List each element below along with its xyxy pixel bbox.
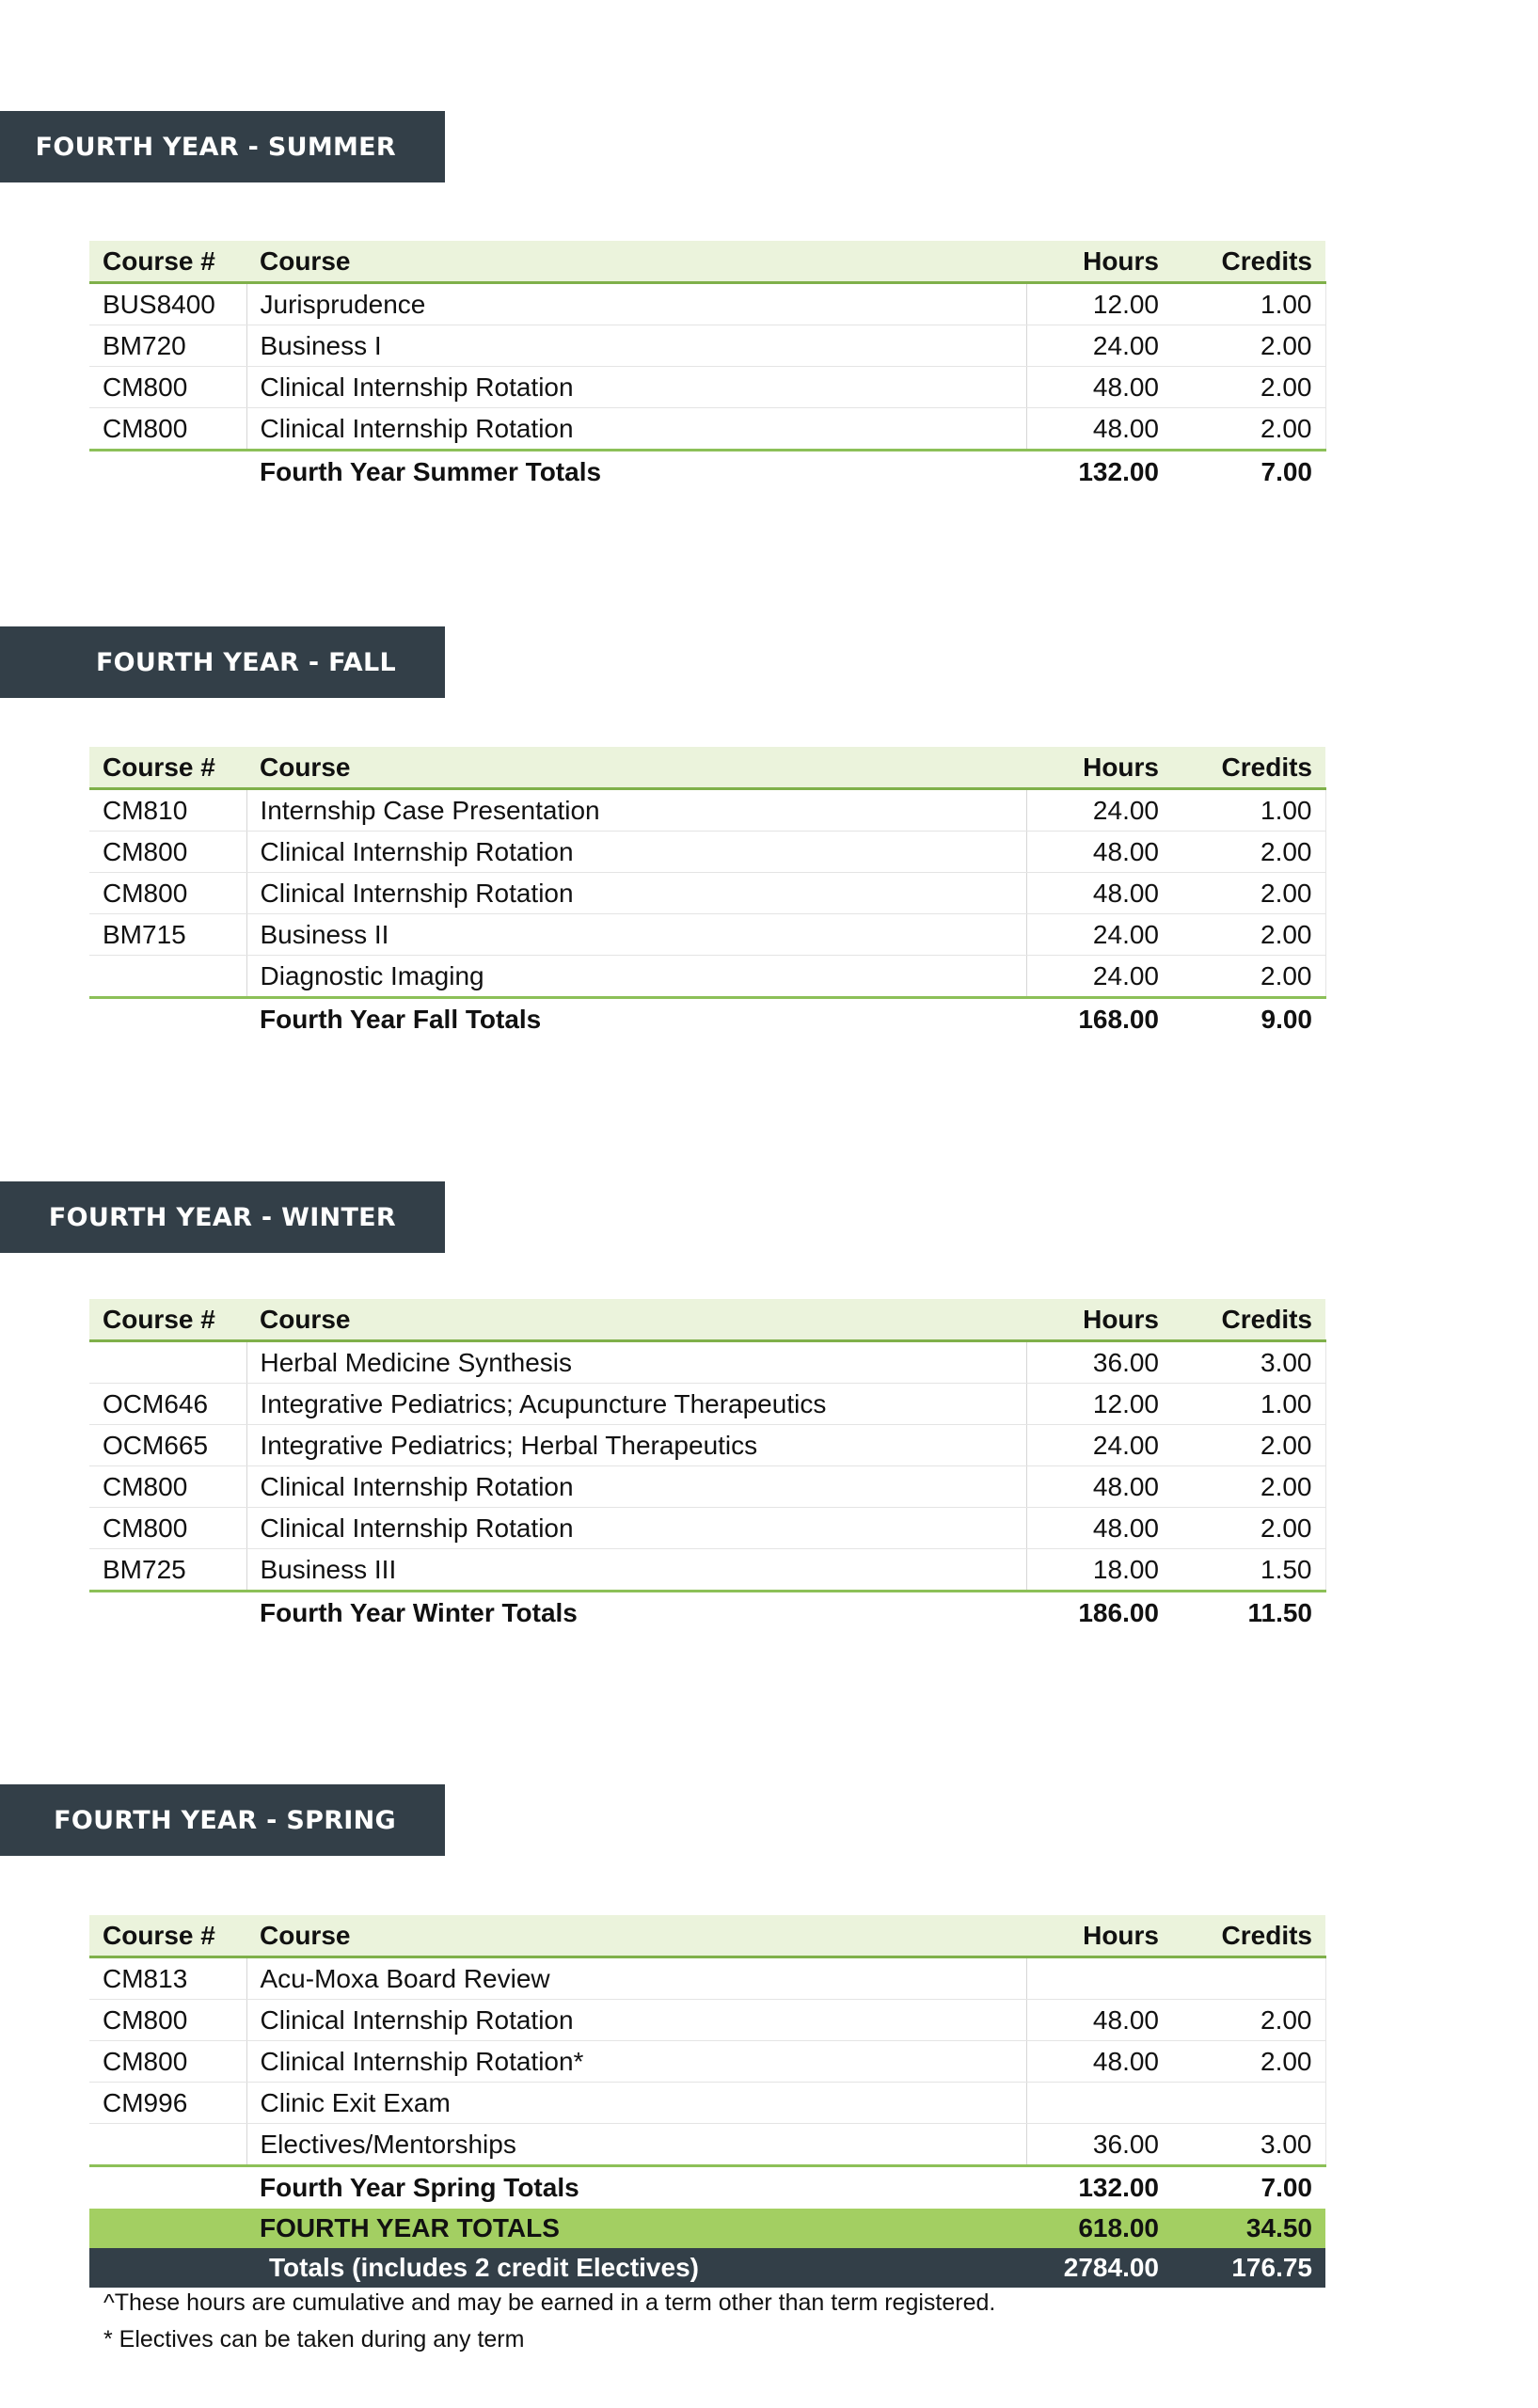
term-total-row	[89, 1592, 1325, 1635]
table-row	[89, 1957, 1325, 2000]
term-total-label: Fourth Year Fall Totals	[260, 1005, 542, 1034]
course-name: Clinical Internship Rotation	[246, 367, 1026, 408]
section-title: FOURTH YEAR - WINTER	[48, 1202, 396, 1232]
course-name: Clinical Internship Rotation	[246, 2000, 1026, 2041]
table-row	[89, 283, 1325, 325]
course-code	[89, 2124, 246, 2166]
table-row	[89, 789, 1325, 832]
course-credits: 2.00	[1172, 408, 1325, 451]
course-name: Clinical Internship Rotation*	[246, 2041, 1026, 2083]
course-code: CM996	[89, 2083, 246, 2124]
term-total-row	[89, 998, 1325, 1041]
course-name: Clinical Internship Rotation	[246, 1466, 1026, 1508]
year-total-row	[89, 2209, 1325, 2248]
table-header-row	[89, 747, 1325, 789]
course-hours: 48.00	[1026, 367, 1172, 408]
term-total-hours: 132.00	[1078, 2173, 1159, 2202]
year-total-hours: 618.00	[1026, 2209, 1172, 2248]
course-credits: 2.00	[1172, 325, 1325, 367]
table-header-row	[89, 1915, 1325, 1957]
section-banner-spring	[0, 1784, 445, 1856]
course-name: Herbal Medicine Synthesis	[246, 1341, 1026, 1384]
course-code: BM715	[89, 914, 246, 956]
course-credits: 2.00	[1172, 873, 1325, 914]
course-code: CM813	[89, 1957, 246, 2000]
header-course: Course	[246, 241, 1026, 283]
table-row	[89, 367, 1325, 408]
course-table-fall	[89, 747, 1326, 1040]
course-name: Integrative Pediatrics; Herbal Therapeutics	[246, 1425, 1026, 1466]
course-hours: 24.00	[1026, 1425, 1172, 1466]
table-row	[89, 1466, 1325, 1508]
year-total-credits: 34.50	[1172, 2209, 1325, 2248]
header-course-no: Course #	[89, 1915, 246, 1957]
course-credits: 1.00	[1172, 1384, 1325, 1425]
course-code: CM800	[89, 873, 246, 914]
header-credits: Credits	[1172, 1915, 1325, 1957]
header-course: Course	[246, 747, 1026, 789]
term-total-hours: 168.00	[1078, 1005, 1159, 1034]
course-code: BM725	[89, 1549, 246, 1592]
section-title: FOURTH YEAR - SPRING	[54, 1805, 396, 1835]
header-course: Course	[246, 1299, 1026, 1341]
course-credits: 2.00	[1172, 956, 1325, 998]
course-code: CM800	[89, 2000, 246, 2041]
section-banner-fall	[0, 626, 445, 698]
term-total-credits: 7.00	[1261, 457, 1312, 486]
course-code: CM800	[89, 832, 246, 873]
table-row	[89, 832, 1325, 873]
term-total-credits: 9.00	[1261, 1005, 1312, 1034]
course-code: CM810	[89, 789, 246, 832]
course-code: CM800	[89, 2041, 246, 2083]
table-row	[89, 1549, 1325, 1592]
course-code: CM800	[89, 408, 246, 451]
course-code: CM800	[89, 1508, 246, 1549]
table-row	[89, 2124, 1325, 2166]
table-row	[89, 2041, 1325, 2083]
table-row	[89, 956, 1325, 998]
course-table-winter	[89, 1299, 1326, 1634]
table-row	[89, 2083, 1325, 2124]
course-credits: 2.00	[1172, 914, 1325, 956]
table-row	[89, 1384, 1325, 1425]
course-table-summer	[89, 241, 1326, 493]
course-credits: 2.00	[1172, 832, 1325, 873]
course-name: Clinical Internship Rotation	[246, 408, 1026, 451]
course-hours: 18.00	[1026, 1549, 1172, 1592]
header-hours: Hours	[1026, 241, 1172, 283]
course-credits: 2.00	[1172, 2000, 1325, 2041]
course-hours	[1026, 2083, 1172, 2124]
course-hours: 48.00	[1026, 873, 1172, 914]
course-hours: 24.00	[1026, 789, 1172, 832]
course-name: Clinical Internship Rotation	[246, 1508, 1026, 1549]
term-total-row	[89, 451, 1325, 494]
overall-total-row	[89, 2248, 1325, 2288]
course-hours: 24.00	[1026, 325, 1172, 367]
course-code: BM720	[89, 325, 246, 367]
header-credits: Credits	[1172, 241, 1325, 283]
course-code	[89, 1341, 246, 1384]
course-name: Jurisprudence	[246, 283, 1026, 325]
course-name: Business I	[246, 325, 1026, 367]
table-header-row	[89, 1299, 1325, 1341]
course-credits	[1172, 1957, 1325, 2000]
table-row	[89, 914, 1325, 956]
year-total-label: FOURTH YEAR TOTALS	[246, 2209, 1026, 2248]
course-name: Internship Case Presentation	[246, 789, 1026, 832]
course-hours	[1026, 1957, 1172, 2000]
overall-total-credits: 176.75	[1172, 2248, 1325, 2288]
header-hours: Hours	[1026, 747, 1172, 789]
course-code: OCM665	[89, 1425, 246, 1466]
header-hours: Hours	[1026, 1915, 1172, 1957]
course-name: Acu-Moxa Board Review	[246, 1957, 1026, 2000]
term-total-label: Fourth Year Summer Totals	[260, 457, 602, 486]
table-row	[89, 1508, 1325, 1549]
table-row	[89, 1425, 1325, 1466]
header-credits: Credits	[1172, 1299, 1325, 1341]
course-credits: 2.00	[1172, 1425, 1325, 1466]
header-credits: Credits	[1172, 747, 1325, 789]
overall-total-label: Totals (includes 2 credit Electives)	[246, 2248, 1026, 2288]
course-code: CM800	[89, 1466, 246, 1508]
term-total-hours: 186.00	[1078, 1598, 1159, 1627]
section-banner-summer	[0, 111, 445, 182]
course-credits: 1.00	[1172, 283, 1325, 325]
course-hours: 12.00	[1026, 283, 1172, 325]
course-code: BUS8400	[89, 283, 246, 325]
course-hours: 24.00	[1026, 956, 1172, 998]
course-credits: 1.00	[1172, 789, 1325, 832]
course-code: OCM646	[89, 1384, 246, 1425]
footnote-hours: ^These hours are cumulative and may be earned in a term other than term registered.	[103, 2289, 996, 2316]
header-hours: Hours	[1026, 1299, 1172, 1341]
course-code	[89, 956, 246, 998]
course-hours: 36.00	[1026, 1341, 1172, 1384]
header-course-no: Course #	[89, 241, 246, 283]
overall-total-hours: 2784.00	[1026, 2248, 1172, 2288]
course-hours: 48.00	[1026, 2000, 1172, 2041]
term-total-row	[89, 2166, 1325, 2210]
course-credits: 1.50	[1172, 1549, 1325, 1592]
header-course-no: Course #	[89, 1299, 246, 1341]
course-name: Business III	[246, 1549, 1026, 1592]
course-credits: 3.00	[1172, 2124, 1325, 2166]
course-name: Clinic Exit Exam	[246, 2083, 1026, 2124]
course-hours: 36.00	[1026, 2124, 1172, 2166]
course-hours: 24.00	[1026, 914, 1172, 956]
section-title: FOURTH YEAR - SUMMER	[35, 132, 396, 162]
table-row	[89, 1341, 1325, 1384]
table-row	[89, 325, 1325, 367]
course-name: Clinical Internship Rotation	[246, 832, 1026, 873]
course-hours: 48.00	[1026, 2041, 1172, 2083]
course-name: Diagnostic Imaging	[246, 956, 1026, 998]
course-hours: 48.00	[1026, 1508, 1172, 1549]
term-total-credits: 11.50	[1247, 1598, 1312, 1627]
course-name: Electives/Mentorships	[246, 2124, 1026, 2166]
course-credits: 2.00	[1172, 1466, 1325, 1508]
course-credits: 2.00	[1172, 1508, 1325, 1549]
section-title: FOURTH YEAR - FALL	[95, 647, 396, 677]
course-name: Clinical Internship Rotation	[246, 873, 1026, 914]
term-total-credits: 7.00	[1261, 2173, 1312, 2202]
course-name: Integrative Pediatrics; Acupuncture Therapeutics	[246, 1384, 1026, 1425]
term-total-label: Fourth Year Winter Totals	[260, 1598, 578, 1627]
table-header-row	[89, 241, 1325, 283]
course-hours: 48.00	[1026, 832, 1172, 873]
course-credits	[1172, 2083, 1325, 2124]
course-code: CM800	[89, 367, 246, 408]
course-table-spring	[89, 1915, 1326, 2288]
term-total-hours: 132.00	[1078, 457, 1159, 486]
course-hours: 48.00	[1026, 1466, 1172, 1508]
section-banner-winter	[0, 1181, 445, 1253]
table-row	[89, 873, 1325, 914]
course-credits: 2.00	[1172, 2041, 1325, 2083]
course-name: Business II	[246, 914, 1026, 956]
course-credits: 2.00	[1172, 367, 1325, 408]
footnote-electives: * Electives can be taken during any term	[103, 2326, 525, 2353]
header-course: Course	[246, 1915, 1026, 1957]
course-hours: 48.00	[1026, 408, 1172, 451]
term-total-label: Fourth Year Spring Totals	[260, 2173, 579, 2202]
course-credits: 3.00	[1172, 1341, 1325, 1384]
header-course-no: Course #	[89, 747, 246, 789]
table-row	[89, 2000, 1325, 2041]
course-hours: 12.00	[1026, 1384, 1172, 1425]
table-row	[89, 408, 1325, 451]
